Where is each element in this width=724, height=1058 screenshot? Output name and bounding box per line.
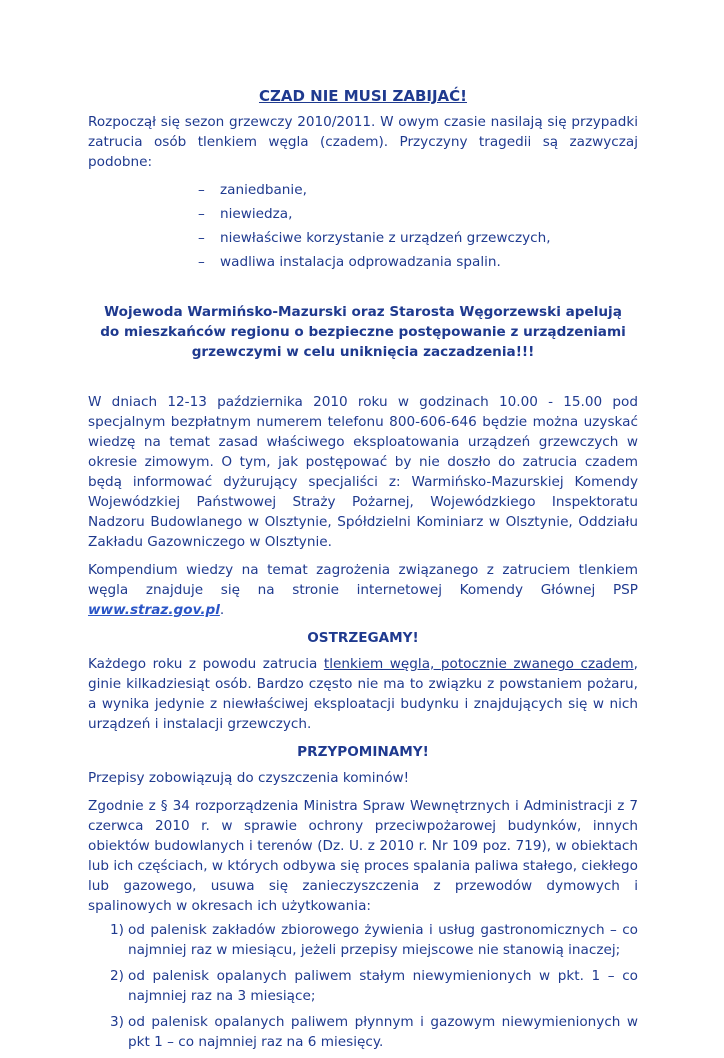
list-item-text: wadliwa instalacja odprowadzania spalin. [220, 254, 501, 270]
compendium-after: . [219, 602, 225, 618]
remind-heading: PRZYPOMINAMY! [297, 744, 429, 760]
rule-number: 3) [110, 1014, 124, 1030]
rule-text: od palenisk opalanych paliwem płynnym i gazowym niewymienionych w pkt 1 – co najmniej raz na 6 miesięcy. [128, 1014, 638, 1050]
list-item [198, 228, 638, 248]
warn-heading: OSTRZEGAMY! [307, 630, 419, 646]
document-page [88, 86, 638, 1058]
warn-underlined-text: tlenkiem węgla, potocznie zwanego czadem [323, 656, 634, 672]
intro-paragraph: Rozpoczął się sezon grzewczy 2010/2011. W owym czasie nasilają się przypadki zatrucia osób tlenkiem węgla (czadem). Przyczyny tragedii są zazwyczaj podobne: [88, 114, 638, 170]
dash-bullet: – [198, 182, 205, 198]
compendium-text: Kompendium wiedzy na temat zagrożenia związanego z zatruciem tlenkiem węgla znajduje się na stronie internetowej Komendy Głównej PSP [88, 562, 638, 598]
rules-list [88, 920, 638, 1052]
dash-bullet: – [198, 206, 205, 222]
page-title: CZAD NIE MUSI ZABIJAĆ! [258, 87, 468, 105]
list-item [110, 920, 638, 960]
regulation-paragraph: Zgodnie z § 34 rozporządzenia Ministra Spraw Wewnętrznych i Administracji z 7 czerwca 2010 r. w sprawie ochrony przeciwpożarowej budynków, innych obiektów budowlanych i terenów (Dz. U. z 2010 r. Nr 109 poz. 719), w obiektach lub ich częściach, w których odbywa się proces spalania paliwa stałego, ciekłego lub gazowego, usuwa się zanieczyszczenia z przewodów dymowych i spalinowych w okresach ich użytkowania: [88, 798, 638, 914]
rule-number: 1) [110, 922, 124, 938]
dash-bullet: – [198, 230, 205, 246]
compendium-paragraph [88, 560, 638, 620]
causes-list [88, 180, 638, 272]
list-item [110, 1012, 638, 1052]
list-item [110, 966, 638, 1006]
hotline-paragraph: W dniach 12-13 października 2010 roku w godzinach 10.00 - 15.00 pod specjalnym bezpłatnym numerem telefonu 800-606-646 będzie można uzyskać wiedzę na temat zasad właściwego eksploatowania urządzeń grzewczych w okresie zimowym. O tym, jak postępować by nie doszło do zatrucia czadem będą informować dyżurujący specjaliści z: Warmińsko-Mazurskiej Komendy Wojewódzkiej Państwowej Straży Pożarnej, Wojewódzkiego Inspektoratu Nadzoru Budowlanego w Olsztynie, Spółdzielni Kominiarz w Olsztynie, Oddziału Zakładu Gazowniczego w Olsztynie. [88, 394, 638, 550]
rule-text: od palenisk opalanych paliwem stałym niewymienionych w pkt. 1 – co najmniej raz na 3 miesiące; [128, 968, 638, 1004]
dash-bullet: – [198, 254, 205, 270]
list-item-text: niewiedza, [220, 206, 293, 222]
warn-text-before: Każdego roku z powodu zatrucia [88, 656, 324, 672]
remind-line: Przepisy zobowiązują do czyszczenia kominów! [88, 770, 410, 786]
list-item [198, 204, 638, 224]
warn-text-after: , ginie kilkadziesiąt osób. Bardzo często nie ma to związku z powstaniem pożaru, a wynika jedynie z niewłaściwej eksploatacji budynku i znajdujących się w nich urządzeń i instalacji grzewczych. [88, 656, 638, 732]
warn-paragraph [88, 654, 638, 734]
list-item-text: niewłaściwe korzystanie z urządzeń grzewczych, [220, 230, 551, 246]
list-item [198, 252, 638, 272]
list-item-text: zaniedbanie, [220, 182, 307, 198]
list-item [198, 180, 638, 200]
straz-website-link[interactable]: www.straz.gov.pl [88, 602, 220, 618]
appeal-heading: Wojewoda Warmińsko-Mazurski oraz Starosta Węgorzewski apelują do mieszkańców regionu o bezpieczne postępowanie z urządzeniami grzewczymi w celu uniknięcia zaczadzenia!!! [100, 304, 626, 360]
rule-text: od palenisk zakładów zbiorowego żywienia i usług gastronomicznych – co najmniej raz w miesiącu, jeżeli przepisy miejscowe nie stanowią inaczej; [128, 922, 638, 958]
rule-number: 2) [110, 968, 124, 984]
